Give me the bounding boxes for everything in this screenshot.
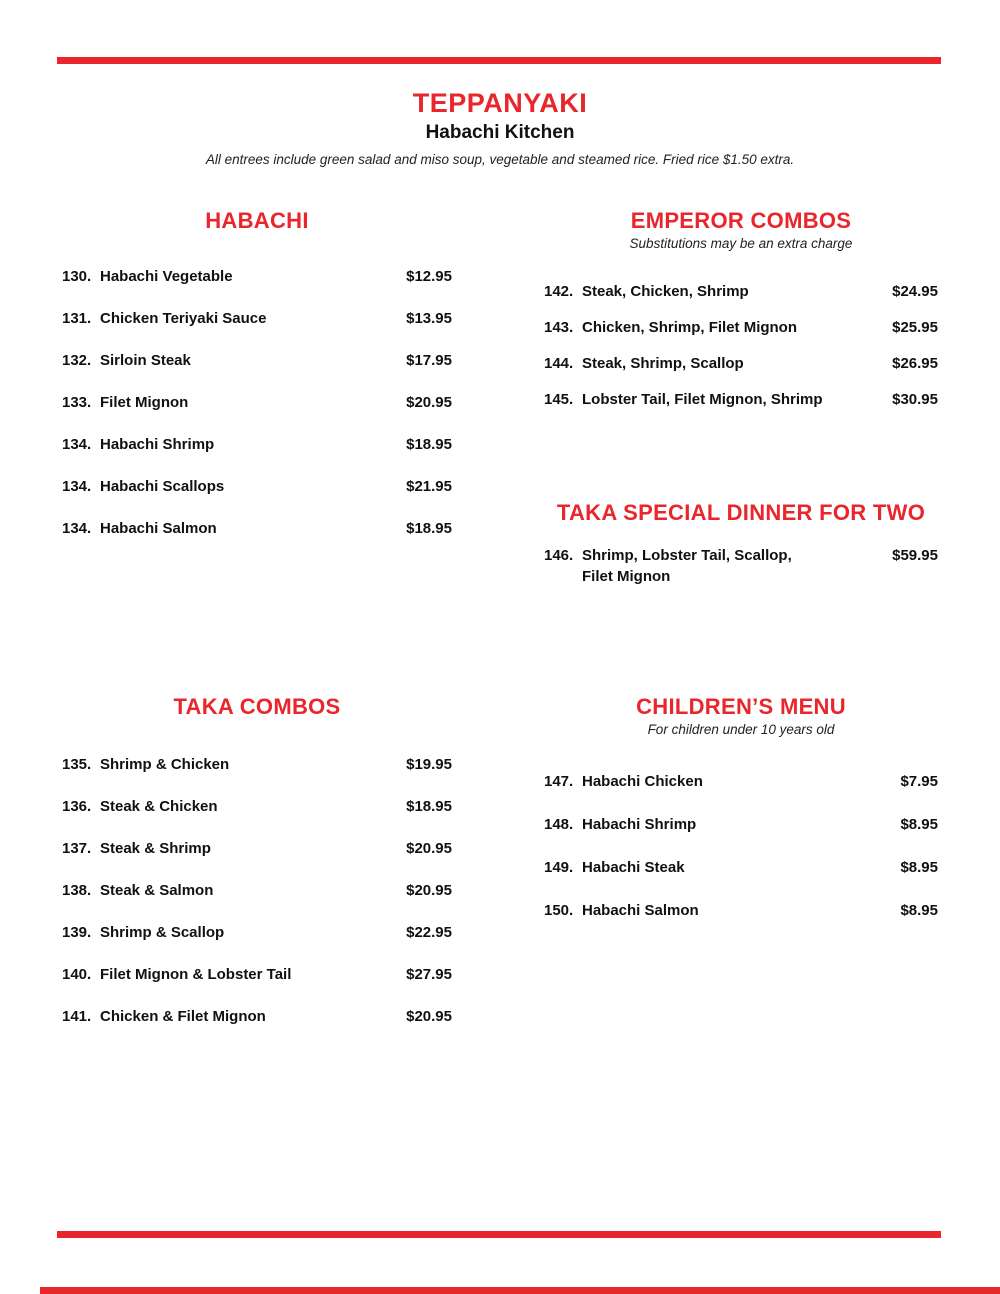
section-heading-habachi: HABACHI bbox=[205, 208, 309, 233]
item-price: $12.95 bbox=[406, 268, 452, 285]
page-edge-rule bbox=[40, 1287, 1000, 1294]
menu-item bbox=[62, 434, 452, 455]
menu-item bbox=[544, 389, 938, 410]
item-number: 135. bbox=[62, 756, 92, 773]
item-name: Chicken & Filet Mignon bbox=[100, 1008, 266, 1025]
menu-item bbox=[544, 317, 938, 338]
item-number: 139. bbox=[62, 924, 92, 941]
item-list-emperor-combos bbox=[544, 281, 938, 410]
item-name: Chicken Teriyaki Sauce bbox=[100, 310, 267, 327]
section-heading-childrens-menu: CHILDREN’S MENU bbox=[636, 694, 846, 719]
item-price: $30.95 bbox=[892, 391, 938, 408]
item-number: 134. bbox=[62, 478, 92, 495]
item-price: $8.95 bbox=[900, 902, 938, 919]
item-name: Shrimp & Scallop bbox=[100, 924, 225, 941]
item-name: Habachi Steak bbox=[582, 859, 685, 876]
item-price: $13.95 bbox=[406, 310, 452, 327]
menu-item bbox=[544, 545, 938, 587]
item-price: $27.95 bbox=[406, 966, 452, 983]
menu-item bbox=[62, 964, 452, 985]
menu-item bbox=[62, 796, 452, 817]
section-heading-taka-special-dinner: TAKA SPECIAL DINNER FOR TWO bbox=[556, 500, 926, 525]
item-number: 142. bbox=[544, 283, 574, 300]
item-number: 143. bbox=[544, 319, 574, 336]
item-name: Habachi Vegetable bbox=[100, 268, 233, 285]
item-name: Steak, Shrimp, Scallop bbox=[582, 355, 744, 372]
item-price: $17.95 bbox=[406, 352, 452, 369]
item-number: 146. bbox=[544, 547, 574, 564]
item-name: Habachi Chicken bbox=[582, 773, 703, 790]
menu-item bbox=[62, 754, 452, 775]
item-number: 131. bbox=[62, 310, 92, 327]
section-childrens-menu bbox=[544, 694, 938, 943]
page-title: TEPPANYAKI bbox=[412, 88, 588, 118]
item-price: $18.95 bbox=[406, 436, 452, 453]
item-list-taka-special-dinner bbox=[544, 545, 938, 587]
item-number: 132. bbox=[62, 352, 92, 369]
item-price: $20.95 bbox=[406, 1008, 452, 1025]
section-taka-combos bbox=[62, 694, 452, 1048]
item-name: Habachi Scallops bbox=[100, 478, 225, 495]
item-number: 134. bbox=[62, 520, 92, 537]
item-price: $25.95 bbox=[892, 319, 938, 336]
item-price: $20.95 bbox=[406, 882, 452, 899]
bottom-rule bbox=[57, 1231, 941, 1238]
item-list-childrens-menu bbox=[544, 771, 938, 921]
section-subheading-childrens-menu: For children under 10 years old bbox=[647, 722, 835, 737]
menu-header bbox=[0, 88, 1000, 168]
section-heading-taka-combos: TAKA COMBOS bbox=[173, 694, 341, 719]
item-price: $24.95 bbox=[892, 283, 938, 300]
section-habachi bbox=[62, 208, 452, 560]
menu-item bbox=[544, 771, 938, 792]
section-taka-special-dinner bbox=[544, 500, 938, 587]
item-name: Habachi Shrimp bbox=[582, 816, 697, 833]
item-list-habachi bbox=[62, 266, 452, 539]
item-number: 133. bbox=[62, 394, 92, 411]
item-number: 150. bbox=[544, 902, 574, 919]
item-number: 134. bbox=[62, 436, 92, 453]
menu-item bbox=[62, 1006, 452, 1027]
item-price: $8.95 bbox=[900, 859, 938, 876]
section-subheading-emperor-combos: Substitutions may be an extra charge bbox=[629, 236, 853, 251]
menu-item bbox=[62, 880, 452, 901]
item-price: $8.95 bbox=[900, 816, 938, 833]
item-number: 145. bbox=[544, 391, 574, 408]
item-name: Chicken, Shrimp, Filet Mignon bbox=[582, 319, 798, 336]
menu-note: All entrees include green salad and miso soup, vegetable and steamed rice. Fried rice $1.50 extra. bbox=[205, 152, 795, 167]
item-price: $22.95 bbox=[406, 924, 452, 941]
item-price: $20.95 bbox=[406, 840, 452, 857]
item-name: Habachi Shrimp bbox=[100, 436, 215, 453]
section-emperor-combos bbox=[544, 208, 938, 425]
menu-item bbox=[62, 266, 452, 287]
item-price: $19.95 bbox=[406, 756, 452, 773]
menu-item bbox=[62, 838, 452, 859]
item-name: Steak & Chicken bbox=[100, 798, 218, 815]
top-rule bbox=[57, 57, 941, 64]
item-name: Sirloin Steak bbox=[100, 352, 191, 369]
item-price: $26.95 bbox=[892, 355, 938, 372]
menu-item bbox=[62, 392, 452, 413]
menu-item bbox=[544, 281, 938, 302]
item-number: 138. bbox=[62, 882, 92, 899]
item-price: $18.95 bbox=[406, 520, 452, 537]
item-list-taka-combos bbox=[62, 754, 452, 1027]
item-name: Habachi Salmon bbox=[582, 902, 699, 919]
item-name: Shrimp & Chicken bbox=[100, 756, 230, 773]
menu-item bbox=[544, 814, 938, 835]
item-number: 148. bbox=[544, 816, 574, 833]
item-name: Steak & Shrimp bbox=[100, 840, 211, 857]
item-name: Steak & Salmon bbox=[100, 882, 214, 899]
menu-item bbox=[62, 518, 452, 539]
item-price: $18.95 bbox=[406, 798, 452, 815]
item-name: Steak, Chicken, Shrimp bbox=[582, 283, 749, 300]
item-number: 130. bbox=[62, 268, 92, 285]
item-name: Filet Mignon & Lobster Tail bbox=[100, 966, 292, 983]
item-number: 141. bbox=[62, 1008, 92, 1025]
item-number: 147. bbox=[544, 773, 574, 790]
menu-item bbox=[62, 476, 452, 497]
item-name: Habachi Salmon bbox=[100, 520, 217, 537]
item-number: 140. bbox=[62, 966, 92, 983]
item-name: Shrimp, Lobster Tail, Scallop, Filet Mignon bbox=[582, 547, 792, 585]
item-price: $21.95 bbox=[406, 478, 452, 495]
item-price: $20.95 bbox=[406, 394, 452, 411]
menu-item bbox=[544, 900, 938, 921]
item-name: Lobster Tail, Filet Mignon, Shrimp bbox=[582, 391, 823, 408]
item-number: 149. bbox=[544, 859, 574, 876]
item-price: $7.95 bbox=[900, 773, 938, 790]
item-number: 136. bbox=[62, 798, 92, 815]
menu-item bbox=[62, 350, 452, 371]
item-name: Filet Mignon bbox=[100, 394, 189, 411]
item-number: 137. bbox=[62, 840, 92, 857]
section-heading-emperor-combos: EMPEROR COMBOS bbox=[630, 208, 852, 233]
menu-item bbox=[62, 308, 452, 329]
menu-item bbox=[544, 857, 938, 878]
item-number: 144. bbox=[544, 355, 574, 372]
menu-item bbox=[544, 353, 938, 374]
menu-item bbox=[62, 922, 452, 943]
page-subtitle: Habachi Kitchen bbox=[425, 122, 575, 143]
item-price: $59.95 bbox=[892, 547, 938, 564]
